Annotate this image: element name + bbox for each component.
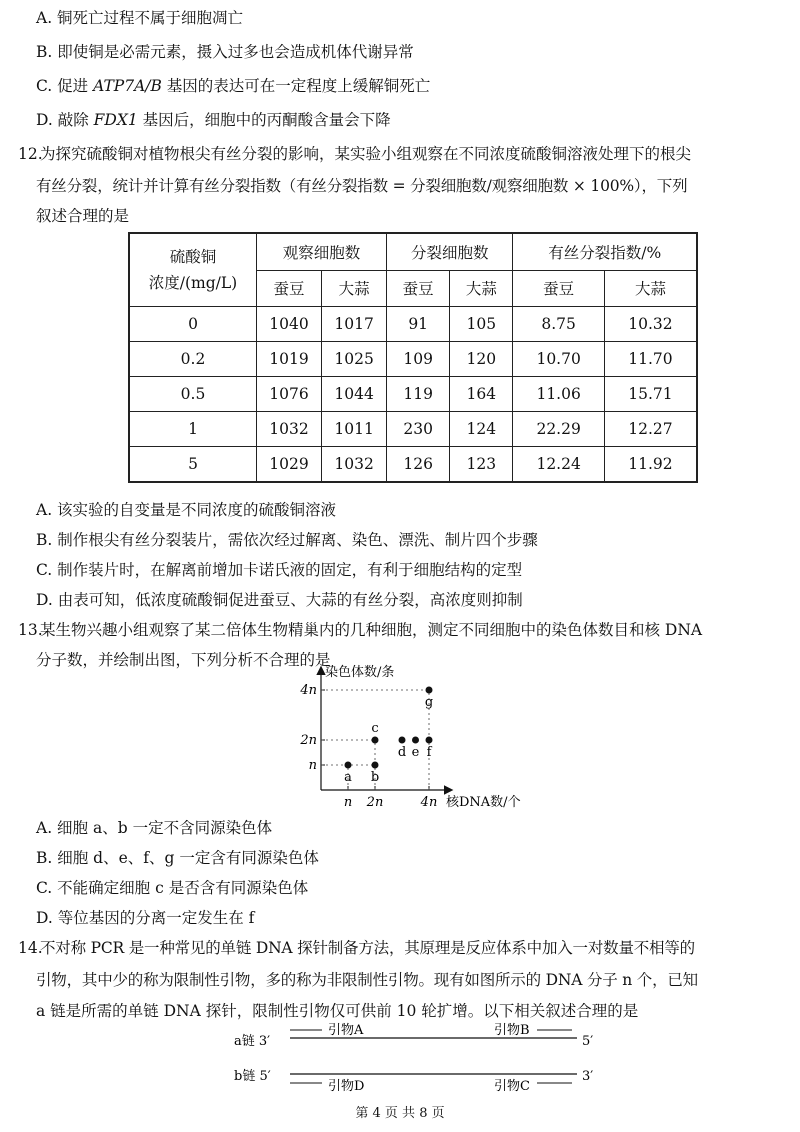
table-cell: 15.71 [604,377,697,412]
y-tick-label: n [308,758,317,773]
table-cell: 109 [387,342,450,377]
q13-option-b: B. 细胞 d、e、f、g 一定含有同源染色体 [36,849,319,867]
q13-scatter-chart [296,662,536,812]
q11-option-c-pre: C. 促进 [36,77,94,95]
table-header-index: 有丝分裂指数/% [513,233,697,270]
q12-option-b: B. 制作根尖有丝分裂装片，需依次经过解离、染色、漂洗、制片四个步骤 [36,531,538,549]
table-subheader-bean-1: 蚕豆 [257,270,322,307]
table-subheader-garlic-3: 大蒜 [604,270,697,307]
q12-stem-line-3: 叙述合理的是 [36,207,130,225]
q12-data-table [128,232,698,483]
y-tick-label: 2n [300,733,317,748]
table-row [129,377,697,412]
q11-option-c [36,76,430,96]
table-subheader-bean-2: 蚕豆 [387,270,450,307]
table-header-row [129,233,697,270]
table-cell: 11.92 [604,447,697,483]
table-header-concentration-line-2: 浓度/(mg/L) [148,274,238,292]
table-cell: 164 [450,377,513,412]
table-cell: 12.24 [513,447,605,483]
q14-stem-line-2: 引物，其中少的称为限制性引物，多的称为非限制性引物。现有如图所示的 DNA 分子 n 个，已知 [36,971,698,989]
q11-option-b: B. 即使铜是必需元素，摄入过多也会造成机体代谢异常 [36,43,414,61]
table-cell: 11.70 [604,342,697,377]
q13-option-c: C. 不能确定细胞 c 是否含有同源染色体 [36,879,309,897]
b-chain-label: b链 5′ [234,1069,271,1084]
table-cell: 1032 [322,447,387,483]
data-point-label-f: f [426,745,432,760]
data-point-f [426,737,433,744]
primer-c-label: 引物C [494,1079,530,1094]
table-cell: 91 [387,307,450,342]
data-point-label-c: c [371,721,379,736]
table-cell: 1040 [257,307,322,342]
q11-option-a: A. 铜死亡过程不属于细胞凋亡 [36,9,244,27]
data-point-label-e: e [411,745,420,760]
q12-option-a: A. 该实验的自变量是不同浓度的硫酸铜溶液 [36,501,337,519]
table-cell: 0.5 [129,377,257,412]
y-axis-label: 染色体数/条 [325,665,395,680]
table-row [129,307,697,342]
table-cell: 123 [450,447,513,483]
q14-dna-diagram [232,1020,612,1100]
data-point-e [412,737,419,744]
chart-marks [299,683,437,810]
table-body [129,307,697,483]
table-cell: 1 [129,412,257,447]
q12-number: 12. [18,145,43,163]
q11-option-d-pre: D. 敲除 [36,111,94,129]
primer-d-label: 引物D [328,1079,365,1094]
table-cell: 126 [387,447,450,483]
q11-option-d-gene: FDX1 [93,111,138,129]
data-point-label-a: a [344,770,352,785]
q13-option-d: D. 等位基因的分离一定发生在 f [36,909,255,927]
table-cell: 105 [450,307,513,342]
table-cell: 10.70 [513,342,605,377]
q11-option-c-post: 基因的表达可在一定程度上缓解铜死亡 [161,77,431,95]
table-cell: 5 [129,447,257,483]
q12-option-c: C. 制作装片时，在解离前增加卡诺氏液的固定，有利于细胞结构的定型 [36,561,523,579]
q14-stem-line-1: 不对称 PCR 是一种常见的单链 DNA 探针制备方法，其原理是反应体系中加入一对数量不相等的 [40,939,695,957]
x-tick-label: 2n [366,795,384,810]
table-row [129,412,697,447]
b-chain-end: 3′ [582,1069,594,1084]
table-cell: 0.2 [129,342,257,377]
x-tick-label: n [343,795,353,810]
q11-option-c-gene: ATP7A/B [93,77,162,95]
q12-stem-line-2: 有丝分裂，统计并计算有丝分裂指数（有丝分裂指数 = 分裂细胞数/观察细胞数 × 100%），下列 [36,177,688,195]
table-subheader-garlic-1: 大蒜 [322,270,387,307]
table-header-concentration-line-1: 硫酸铜 [169,248,217,266]
primer-a-label: 引物A [328,1023,364,1038]
page-footer: 第 4 页 共 8 页 [355,1106,445,1121]
q14-stem-line-3: a 链是所需的单链 DNA 探针，限制性引物仅可供前 10 轮扩增。以下相关叙述合理的是 [36,1002,639,1020]
q13-option-a: A. 细胞 a、b 一定不含同源染色体 [36,819,273,837]
table-row [129,342,697,377]
q13-stem-line-1: 某生物兴趣小组观察了某二倍体生物精巢内的几种细胞，测定不同细胞中的染色体数目和核 DNA [40,621,703,639]
a-chain-end: 5′ [582,1034,594,1049]
table-cell: 1017 [322,307,387,342]
table-cell: 10.32 [604,307,697,342]
data-point-b [372,762,379,769]
table-cell: 1032 [257,412,322,447]
y-tick-label: 4n [300,683,317,698]
data-point-label-b: b [370,770,380,785]
table-cell: 1044 [322,377,387,412]
table-cell: 1025 [322,342,387,377]
data-point-g [426,687,433,694]
q11-option-d-post: 基因后，细胞中的丙酮酸含量会下降 [137,111,391,129]
a-chain-label: a链 3′ [234,1034,271,1049]
data-point-label-d: d [397,745,407,760]
x-axis-label: 核DNA数/个 [446,795,521,810]
table-cell: 230 [387,412,450,447]
table-cell: 8.75 [513,307,605,342]
table-subheader-garlic-2: 大蒜 [450,270,513,307]
data-point-c [372,737,379,744]
table-subheader-bean-3: 蚕豆 [513,270,605,307]
q14-number: 14. [18,939,43,957]
q12-stem-line-1: 为探究硫酸铜对植物根尖有丝分裂的影响，某实验小组观察在不同浓度硫酸铜溶液处理下的根尖 [40,145,692,163]
q13-stem-line-2: 分子数，并绘制出图，下列分析不合理的是 [36,651,331,669]
table-header-observed: 观察细胞数 [257,233,387,270]
data-point-label-g: g [424,695,434,710]
table-header-concentration [129,233,257,307]
table-cell: 124 [450,412,513,447]
x-tick-label: 4n [420,795,438,810]
table-cell: 119 [387,377,450,412]
table-cell: 12.27 [604,412,697,447]
table-cell: 1029 [257,447,322,483]
table-cell: 1076 [257,377,322,412]
q13-number: 13. [18,621,43,639]
q12-option-d: D. 由表可知，低浓度硫酸铜促进蚕豆、大蒜的有丝分裂，高浓度则抑制 [36,591,523,609]
table-header-dividing: 分裂细胞数 [387,233,513,270]
table-cell: 0 [129,307,257,342]
table-cell: 11.06 [513,377,605,412]
table-cell: 1019 [257,342,322,377]
data-point-a [345,762,352,769]
table-cell: 1011 [322,412,387,447]
table-cell: 22.29 [513,412,605,447]
table-cell: 120 [450,342,513,377]
table-row [129,447,697,483]
primer-b-label: 引物B [494,1023,530,1038]
q11-option-d [36,110,391,130]
data-point-d [399,737,406,744]
